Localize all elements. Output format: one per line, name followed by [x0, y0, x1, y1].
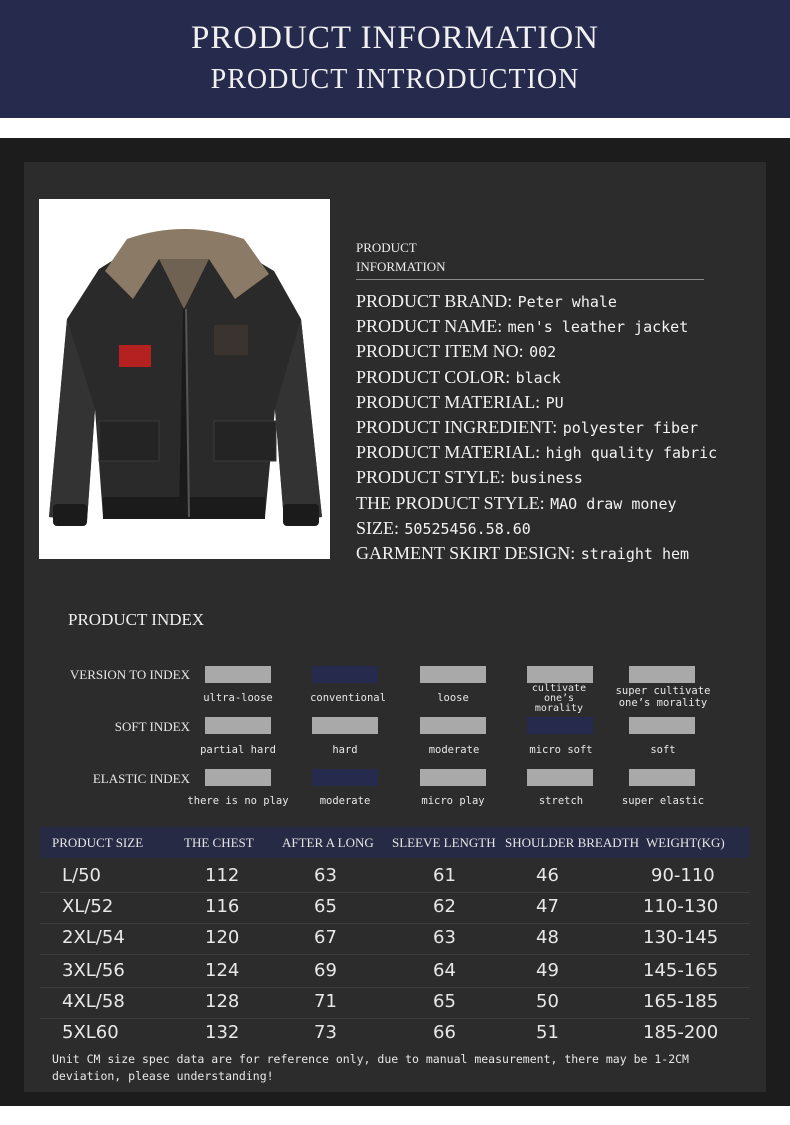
version-option: super cultivate one’s morality: [615, 685, 711, 709]
version-swatch-4: [527, 666, 593, 683]
info-heading: [356, 238, 446, 276]
cell-size: L/50: [62, 865, 101, 886]
cell-shoulder: 49: [536, 960, 559, 981]
info-key: PRODUCT INGREDIENT:: [356, 416, 558, 437]
soft-option: partial hard: [200, 744, 276, 756]
info-key: PRODUCT STYLE:: [356, 467, 506, 488]
elastic-option: micro play: [421, 795, 485, 807]
cell-chest: 124: [205, 960, 240, 981]
table-row: [40, 955, 750, 988]
info-row-item-no: [356, 339, 717, 364]
version-swatch-5: [629, 666, 695, 683]
elastic-swatch-1: [205, 769, 271, 786]
cell-size: 4XL/58: [62, 991, 125, 1012]
elastic-swatch-4: [527, 769, 593, 786]
product-photo: [39, 199, 330, 559]
info-key: GARMENT SKIRT DESIGN:: [356, 542, 576, 563]
soft-option: moderate: [428, 744, 480, 756]
cell-sleeve: 63: [433, 927, 456, 948]
cell-chest: 132: [205, 1022, 240, 1043]
cell-weight: 185-200: [643, 1022, 719, 1043]
elastic-option: super elastic: [621, 795, 705, 807]
soft-swatch-3: [420, 717, 486, 734]
info-key: PRODUCT ITEM NO:: [356, 341, 524, 362]
cell-sleeve: 61: [433, 865, 456, 886]
info-key: PRODUCT COLOR:: [356, 366, 511, 387]
cell-shoulder: 50: [536, 991, 559, 1012]
product-index-title: PRODUCT INDEX: [68, 610, 205, 629]
soft-option: hard: [332, 744, 358, 756]
cell-sleeve: 65: [433, 991, 456, 1012]
cell-length: 63: [314, 865, 337, 886]
cell-shoulder: 48: [536, 927, 559, 948]
table-row: [40, 891, 750, 924]
cell-chest: 116: [205, 896, 240, 917]
elastic-option: stretch: [538, 795, 584, 807]
info-value: Peter whale: [517, 293, 617, 311]
cell-chest: 128: [205, 991, 240, 1012]
info-row-product-style: [356, 491, 717, 516]
table-row: [40, 1017, 750, 1049]
cell-size: 5XL60: [62, 1022, 119, 1043]
banner-subtitle: PRODUCT INTRODUCTION: [210, 64, 580, 95]
cell-weight: 90-110: [651, 865, 715, 886]
soft-option: soft: [650, 744, 676, 756]
info-row-name: [356, 314, 717, 339]
soft-index-label: SOFT INDEX: [114, 719, 190, 734]
top-banner: [0, 0, 790, 118]
soft-swatch-4: [527, 717, 593, 734]
info-divider: [356, 279, 704, 280]
header-sleeve: SLEEVE LENGTH: [392, 835, 496, 850]
cell-length: 67: [314, 927, 337, 948]
info-row-color: [356, 365, 717, 390]
header-product-size: PRODUCT SIZE: [52, 835, 144, 850]
cell-shoulder: 47: [536, 896, 559, 917]
info-value: business: [510, 469, 583, 488]
header-shoulder: SHOULDER BREADTH: [505, 835, 639, 850]
product-info-list: [356, 289, 717, 566]
cell-length: 69: [314, 960, 337, 981]
table-row: [40, 860, 750, 893]
info-value: PU: [545, 393, 564, 412]
header-weight: WEIGHT(KG): [646, 835, 725, 850]
elastic-swatch-2: [312, 769, 378, 786]
info-row-material: [356, 390, 717, 415]
soft-swatch-5: [629, 717, 695, 734]
cell-shoulder: 46: [536, 865, 559, 886]
version-option: conventional: [310, 692, 386, 704]
cell-weight: 110-130: [643, 896, 719, 917]
info-key: PRODUCT MATERIAL:: [356, 442, 541, 463]
cell-weight: 145-165: [643, 960, 719, 981]
banner-title: PRODUCT INFORMATION: [190, 20, 600, 56]
header-chest: THE CHEST: [184, 835, 254, 850]
cell-chest: 112: [205, 865, 240, 886]
cell-weight: 130-145: [643, 927, 719, 948]
cell-sleeve: 62: [433, 896, 456, 917]
elastic-swatch-5: [629, 769, 695, 786]
info-value: 50525456.58.60: [404, 519, 531, 538]
cell-size: 2XL/54: [62, 927, 125, 948]
info-value: straight hem: [580, 544, 690, 563]
cell-chest: 120: [205, 927, 240, 948]
cell-size: 3XL/56: [62, 960, 125, 981]
size-note: Unit CM size spec data are for reference only, due to manual measurement, there may be 1-2CM deviation, please understanding!: [52, 1052, 689, 1083]
version-swatch-2: [312, 666, 378, 683]
cell-shoulder: 51: [536, 1022, 559, 1043]
version-index-label: VERSION TO INDEX: [69, 667, 190, 682]
soft-option: micro soft: [529, 744, 593, 756]
size-table-header: [40, 827, 750, 858]
version-option: cultivate one’s morality: [531, 683, 587, 714]
info-value: black: [515, 368, 561, 387]
cell-size: XL/52: [62, 896, 114, 917]
header-length: AFTER A LONG: [282, 835, 374, 850]
version-swatch-1: [205, 666, 271, 683]
info-value: MAO draw money: [550, 494, 677, 513]
info-key: PRODUCT NAME:: [356, 316, 503, 337]
table-row: [40, 986, 750, 1019]
info-key: PRODUCT MATERIAL:: [356, 391, 541, 412]
leather-jacket-image: [39, 199, 330, 559]
elastic-swatch-3: [420, 769, 486, 786]
info-key: SIZE:: [356, 517, 399, 538]
soft-swatch-1: [205, 717, 271, 734]
info-row-brand: [356, 289, 717, 314]
version-swatch-3: [420, 666, 486, 683]
info-value: men's leather jacket: [507, 318, 689, 337]
info-value: polyester fiber: [562, 418, 699, 437]
info-value: 002: [529, 343, 557, 362]
info-row-ingredient: [356, 415, 717, 440]
version-option: loose: [437, 692, 469, 704]
elastic-option: moderate: [319, 795, 371, 807]
cell-length: 73: [314, 1022, 337, 1043]
cell-weight: 165-185: [643, 991, 719, 1012]
elastic-option: there is no play: [187, 795, 289, 807]
cell-sleeve: 66: [433, 1022, 456, 1043]
soft-swatch-2: [312, 717, 378, 734]
info-key: THE PRODUCT STYLE:: [356, 492, 545, 513]
cell-sleeve: 64: [433, 960, 456, 981]
info-row-size: [356, 516, 717, 541]
info-heading-line2: INFORMATION: [356, 259, 446, 274]
info-key: PRODUCT BRAND:: [356, 291, 513, 311]
info-row-material-2: [356, 440, 717, 465]
version-option: ultra-loose: [203, 692, 273, 704]
info-row-hem: [356, 541, 717, 566]
cell-length: 71: [314, 991, 337, 1012]
cell-length: 65: [314, 896, 337, 917]
table-row: [40, 922, 750, 955]
info-heading-line1: PRODUCT: [356, 240, 417, 255]
info-value: high quality fabric: [545, 444, 718, 463]
info-row-style: [356, 465, 717, 490]
elastic-index-label: ELASTIC INDEX: [92, 771, 190, 786]
